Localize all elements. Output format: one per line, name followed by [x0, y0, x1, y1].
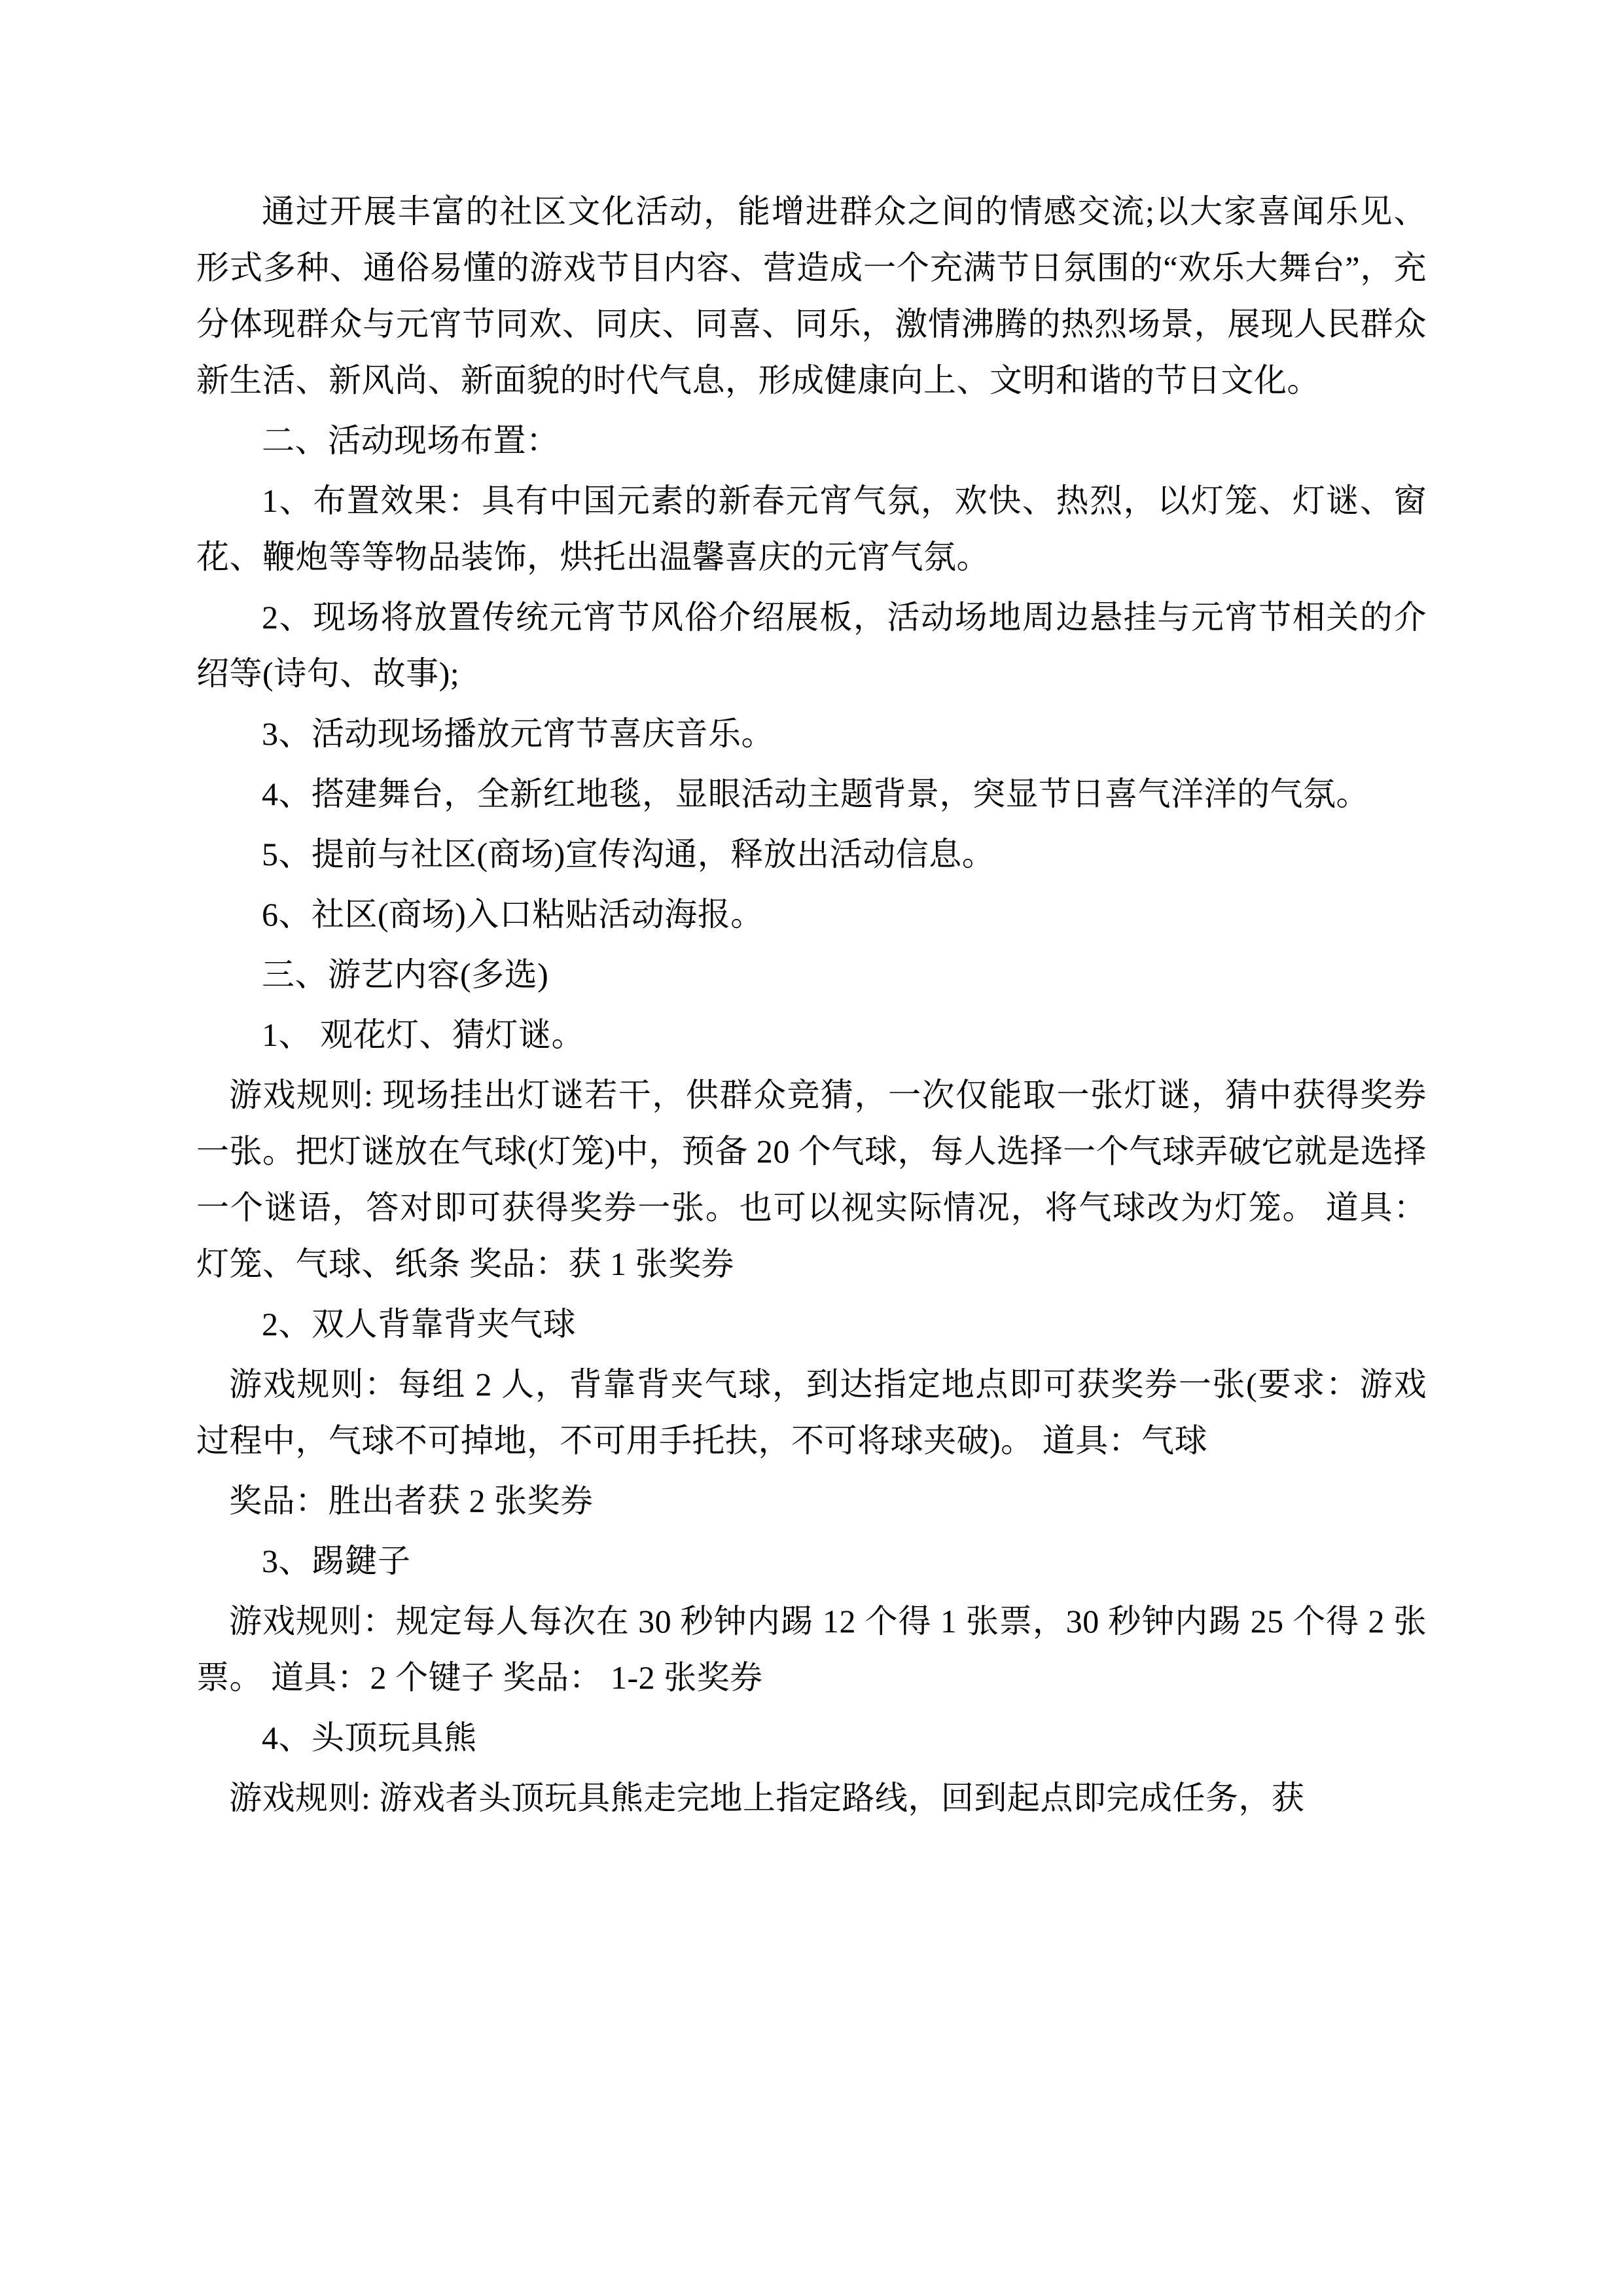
list-item-2-6: 6、社区(商场)入口粘贴活动海报。 [262, 896, 764, 933]
list-item-2-2: 2、现场将放置传统元宵节风俗介绍展板，活动场地周边悬挂与元宵节相关的介绍等(诗句、故事); [196, 599, 1427, 692]
list-item-2-5: 5、提前与社区(商场)宣传沟通，释放出活动信息。 [262, 836, 995, 872]
list-item-2-3: 3、活动现场播放元宵节喜庆音乐。 [262, 715, 774, 752]
document-body [196, 183, 1427, 1826]
game-rule-3-1: 游戏规则: 现场挂出灯谜若干，供群众竞猜，一次仅能取一张灯谜，猜中获得奖券一张。把灯谜放在气球(灯笼)中，预备 20 个气球，每人选择一个气球弄破它就是选择一个谜语，答对即可获得奖券一张。也可以视实际情况，将气球改为灯笼。 道具：灯笼、气球、纸条 奖品：获 1 张奖券 [196, 1077, 1427, 1282]
heading-section-three: 三、游艺内容(多选) [262, 956, 549, 993]
list-item-3-3: 3、踢鍵子 [262, 1543, 411, 1579]
list-item-3-4: 4、头顶玩具熊 [262, 1719, 477, 1756]
game-rule-3-4: 游戏规则: 游戏者头顶玩具熊走完地上指定路线，回到起点即完成任务，获 [229, 1780, 1305, 1816]
game-rule-3-2: 游戏规则：每组 2 人，背靠背夹气球，到达指定地点即可获奖券一张(要求：游戏过程中，气球不可掉地，不可用手托扶，不可将球夹破)。 道具：气球 [196, 1366, 1427, 1459]
list-item-3-2: 2、双人背靠背夹气球 [262, 1306, 576, 1342]
game-prize-3-2: 奖品：胜出者获 2 张奖券 [229, 1482, 594, 1519]
list-item-2-4: 4、搭建舞台，全新红地毯，显眼活动主题背景，突显节日喜气洋洋的气氛。 [262, 776, 1369, 812]
list-item-3-1: 1、 观花灯、猜灯谜。 [262, 1016, 584, 1053]
game-rule-3-3: 游戏规则：规定每人每次在 30 秒钟内踢 12 个得 1 张票，30 秒钟内踢 25 个得 2 张票。 道具：2 个键子 奖品： 1-2 张奖券 [196, 1603, 1427, 1696]
paragraph-intro: 通过开展丰富的社区文化活动，能增进群众之间的情感交流;以大家喜闻乐见、形式多种、通俗易懂的游戏节目内容、营造成一个充满节日氛围的“欢乐大舞台”，充分体现群众与元宵节同欢、同庆、同喜、同乐，激情沸腾的热烈场景，展现人民群众新生活、新风尚、新面貌的时代气息，形成健康向上、文明和谐的节日文化。 [196, 193, 1427, 399]
heading-section-two: 二、活动现场布置： [262, 422, 560, 459]
list-item-2-1: 1、布置效果：具有中国元素的新春元宵气氛，欢快、热烈，以灯笼、灯谜、窗花、鞭炮等等物品装饰，烘托出温馨喜庆的元宵气氛。 [196, 482, 1427, 575]
